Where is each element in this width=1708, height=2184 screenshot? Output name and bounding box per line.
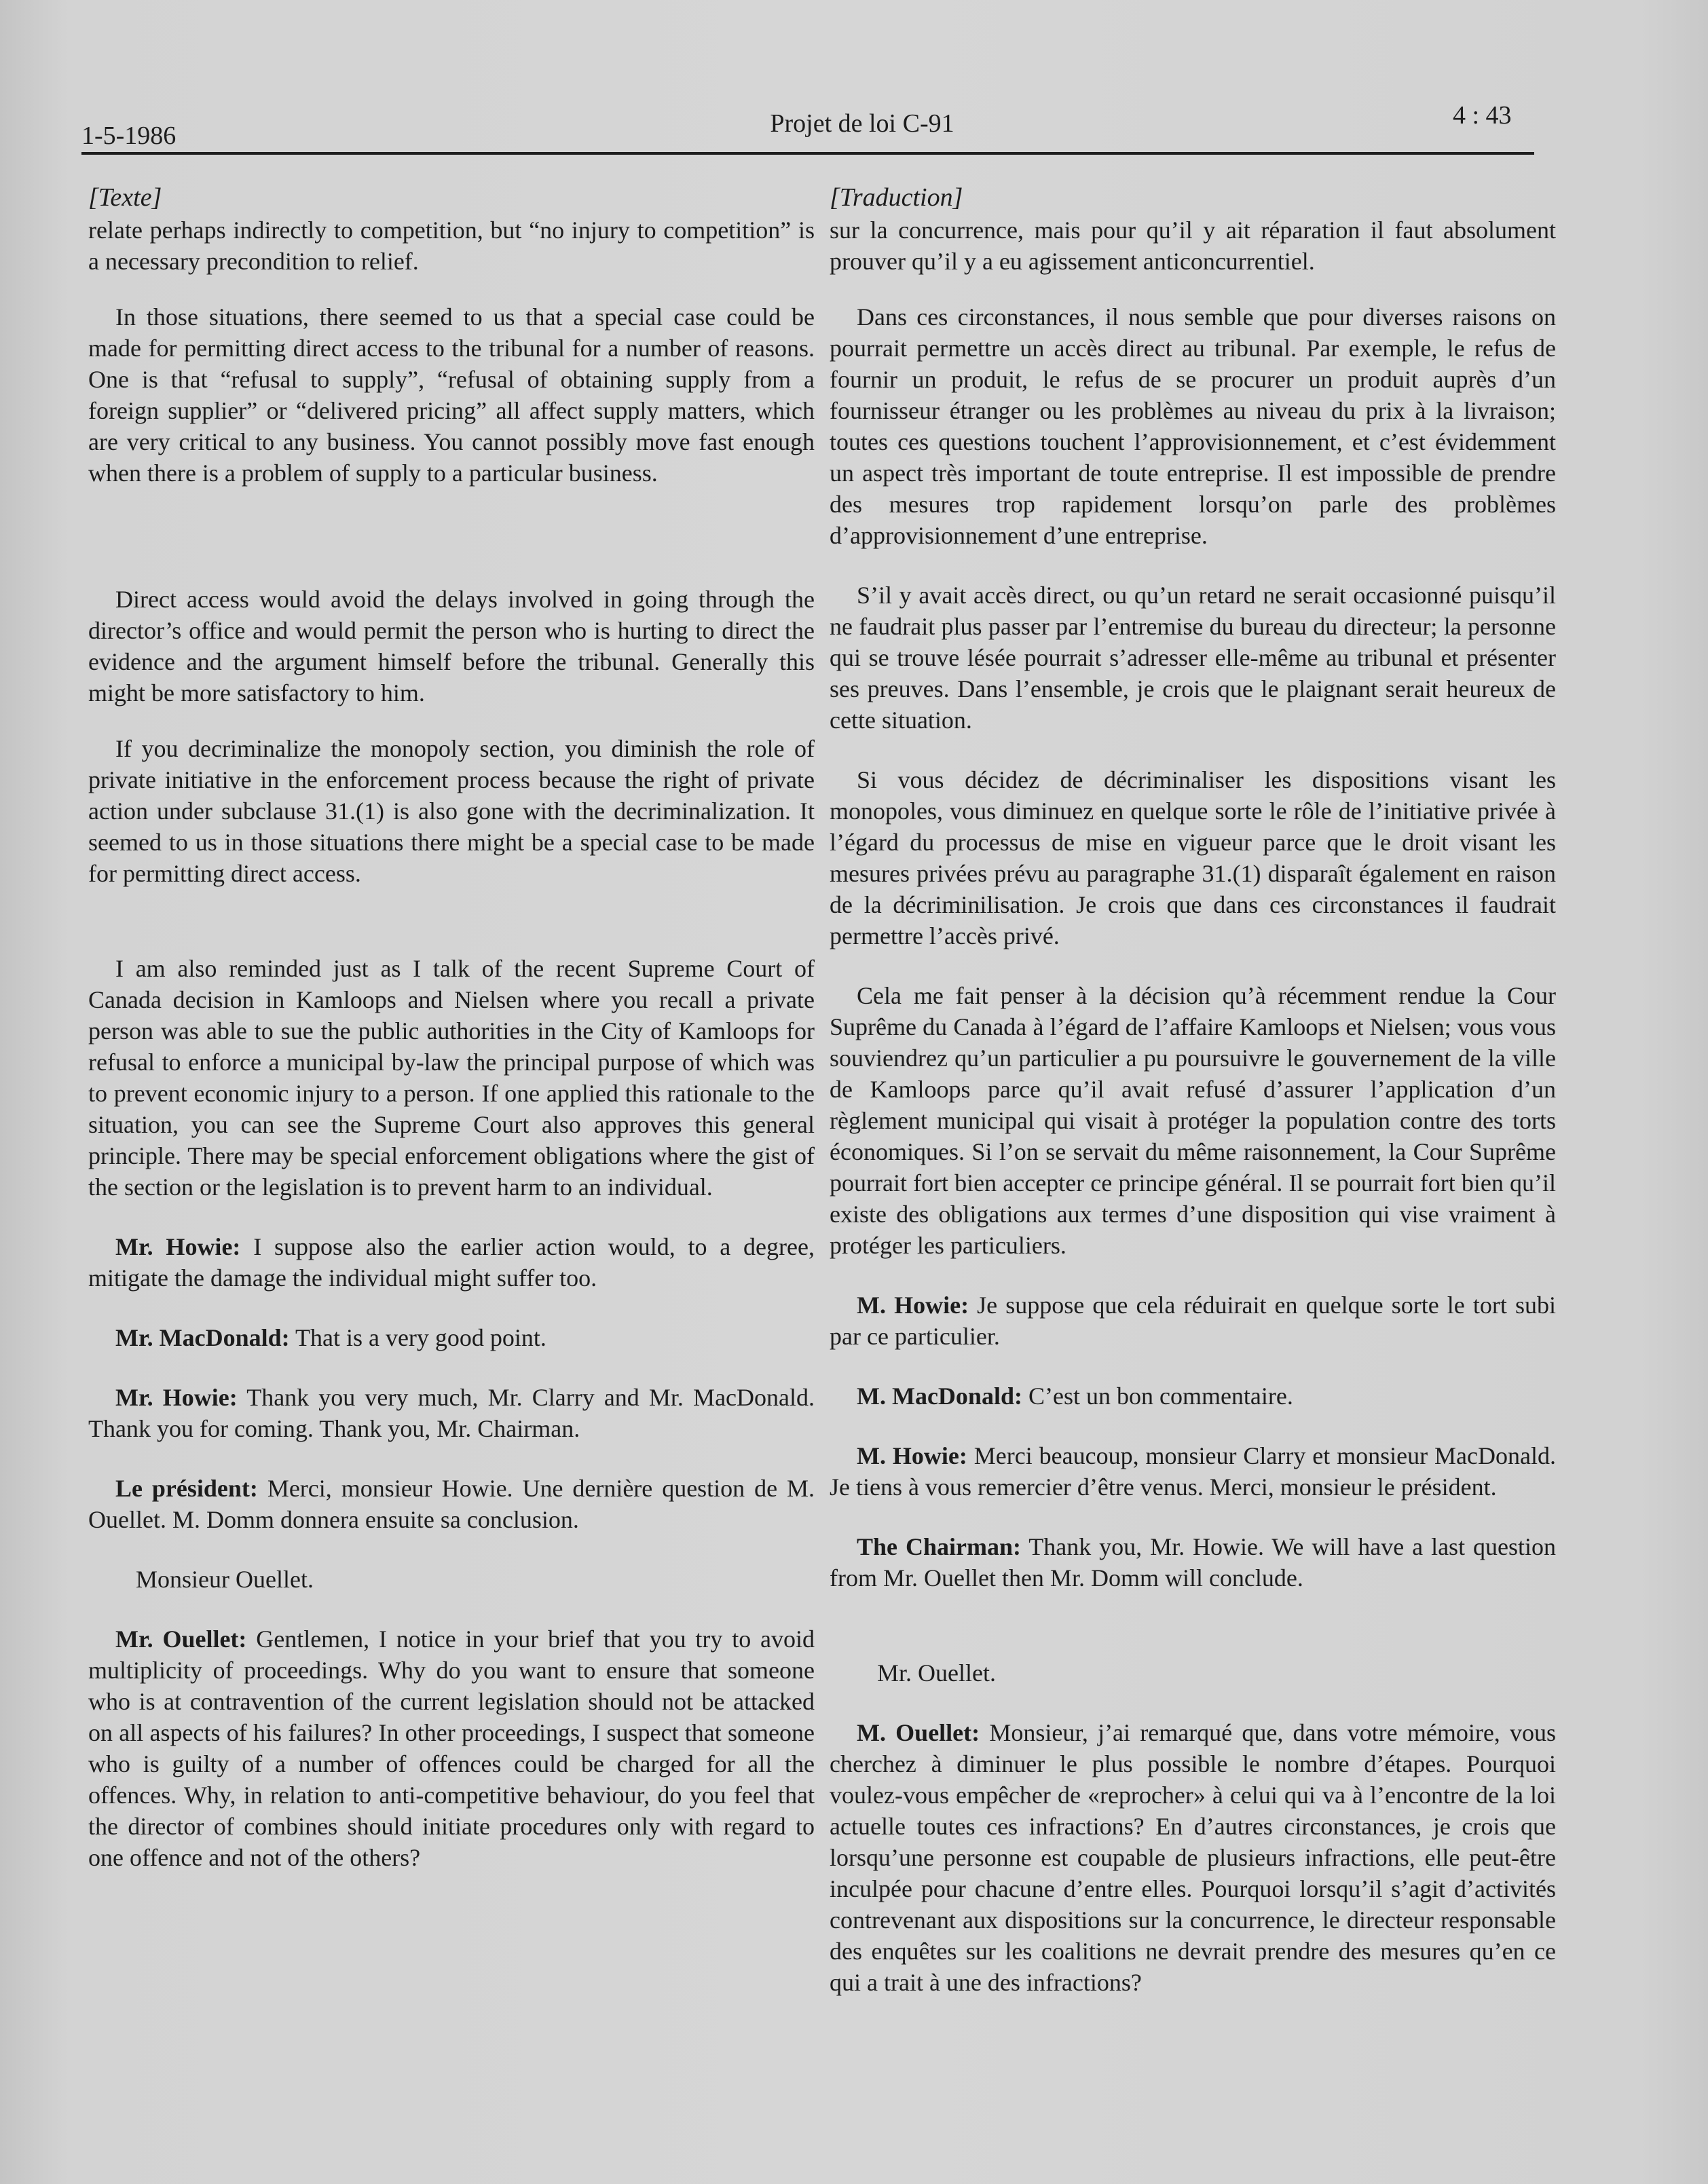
speaker-name: Mr. Ouellet:	[115, 1625, 247, 1653]
speaker-name: The Chairman:	[857, 1533, 1021, 1560]
header-rule	[81, 152, 1534, 155]
speaker-paragraph	[830, 1717, 1556, 1998]
speaker-name: Mr. Howie:	[115, 1384, 238, 1411]
paragraph: sur la concurrence, mais pour qu’il y ait réparation il faut absolument prouver qu’il y a eu agissement anticoncurrentiel.	[830, 216, 1556, 275]
speaker-paragraph	[830, 1380, 1556, 1412]
speech-text: Gentlemen, I notice in your brief that you try to avoid multiplicity of proceedings. Why do you want to ensure that someone who is at contravention of the current legislation should not be attacked on all aspects of his failures? In other proceedings, I suspect that someone who is guilty of a number of offences could be charged for all the offences. Why, in relation to anti-competitive behaviour, do you feel that the director of combines should initiate procedures only with regard to one offence and not of the others?	[88, 1625, 815, 1871]
speech-text: That is a very good point.	[289, 1324, 546, 1351]
paragraph: Direct access would avoid the delays involved in going through the director’s office and would permit the person who is hurting to direct the evidence and the argument himself before the tribunal. Generally this might be more satisfactory to him.	[88, 586, 815, 707]
paragraph: If you decriminalize the monopoly section, you diminish the role of private initiative in the enforcement process because the right of private action under subclause 31.(1) is also gone with the decriminalization. It seemed to us in those situations there might be a special case to be made for permitting direct access.	[88, 735, 815, 887]
speech-text: I suppose also the earlier action would, to a degree, mitigate the damage the individual might suffer too.	[88, 1233, 815, 1292]
paragraph: S’il y avait accès direct, ou qu’un retard ne serait occasionné puisqu’il ne faudrait plus passer par l’entremise du bureau du directeur; la personne qui se trouve lésée pourrait s’adresser elle-même au tribunal et présenter ses preuves. Dans l’ensemble, je crois que le plaignant serait heureux de cette situation.	[830, 582, 1556, 734]
speech-text: C’est un bon commentaire.	[1022, 1382, 1293, 1410]
paragraph: In those situations, there seemed to us that a special case could be made for permitting direct access to the tribunal for a number of reasons. One is that “refusal to supply”, “refusal of obtaining supply from a foreign supplier” or “delivered pricing” all affect supply matters, which are very critical to any business. You cannot possibly move fast enough when there is a problem of supply to a particular business.	[88, 303, 815, 487]
traduction-tag: [Traduction]	[830, 183, 963, 212]
speaker-paragraph	[830, 1289, 1556, 1352]
paragraph: Si vous décidez de décriminaliser les dispositions visant les monopoles, vous diminuez en quelque sorte le rôle de l’initiative privée à l’égard du processus de mise en vigueur parce que le droit visant les mesures privées prévu au paragraphe 31.(1) disparaît également en raison de la décriminilisation. Je crois que dans ces circonstances il faudrait permettre l’accès privé.	[830, 766, 1556, 949]
speaker-paragraph	[88, 1231, 815, 1294]
paragraph: relate perhaps indirectly to competition, but “no injury to competition” is a necessary precondition to relief.	[88, 216, 815, 275]
speech-text: Thank you, Mr. Howie. We will have a last question from Mr. Ouellet then Mr. Domm will conclude.	[830, 1533, 1556, 1592]
header-page-number: 4 : 43	[1453, 101, 1512, 130]
speaker-name: Le président:	[115, 1475, 258, 1502]
english-column	[88, 182, 815, 1873]
speaker-paragraph	[88, 1382, 815, 1444]
speaker-paragraph	[830, 1440, 1556, 1503]
paragraph: Monsieur Ouellet.	[136, 1566, 314, 1593]
speech-text: Merci, monsieur Howie. Une dernière question de M. Ouellet. M. Domm donnera ensuite sa conclusion.	[88, 1475, 815, 1533]
speech-text: Merci beaucoup, monsieur Clarry et monsieur MacDonald. Je tiens à vous remercier d’être venus. Merci, monsieur le président.	[830, 1442, 1556, 1501]
speaker-paragraph	[830, 1531, 1556, 1594]
speaker-name: M. MacDonald:	[857, 1382, 1022, 1410]
speaker-name: Mr. Howie:	[115, 1233, 241, 1260]
speaker-name: M. Howie:	[857, 1292, 969, 1319]
paragraph: Dans ces circonstances, il nous semble que pour diverses raisons on pourrait permettre un accès direct au tribunal. Par exemple, le refus de fournir un produit, le refus de se procurer un produit auprès d’un fournisseur étranger ou les problèmes au niveau du prix à la livraison; toutes ces questions touchent l’approvisionnement, et c’est évidemment un aspect très important de toute entreprise. Il est impossible de prendre des mesures trop rapidement lorsqu’on parle des problèmes d’approvisionnement d’une entreprise.	[830, 303, 1556, 549]
header-title: Projet de loi C-91	[770, 109, 954, 138]
speech-text: Monsieur, j’ai remarqué que, dans votre mémoire, vous cherchez à diminuer le plus possible le nombre d’étapes. Pourquoi voulez-vous empêcher de «reprocher» à celui qui va à l’encontre de la loi actuelle toutes ces infractions? En d’autres circonstances, je crois que lorsqu’une personne est coupable de plusieurs infractions, elle peut-être inculpée pour chacune d’entre elles. Pourquoi lorsqu’il s’agit d’activités contrevenant aux dispositions sur la concurrence, le directeur responsable des enquêtes sur les coalitions ne devrait prendre des mesures qu’en ce qui a trait à une des infractions?	[830, 1719, 1556, 1996]
french-column	[830, 182, 1556, 1998]
speaker-paragraph	[88, 1623, 815, 1873]
speaker-name: M. Ouellet:	[857, 1719, 980, 1746]
paragraph: I am also reminded just as I talk of the recent Supreme Court of Canada decision in Kamloops and Nielsen where you recall a private person was able to sue the public authorities in the City of Kamloops for refusal to enforce a municipal by-law the principal purpose of which was to prevent economic injury to a person. If one applied this rationale to the situation, you can see the Supreme Court also approves this general principle. There may be special enforcement obligations where the gist of the section or the legislation is to prevent harm to an individual.	[88, 955, 815, 1201]
speech-text: Je suppose que cela réduirait en quelque sorte le tort subi par ce particulier.	[830, 1292, 1556, 1350]
speech-text: Thank you very much, Mr. Clarry and Mr. MacDonald. Thank you for coming. Thank you, Mr. Chairman.	[88, 1384, 815, 1442]
texte-tag: [Texte]	[88, 183, 162, 212]
header-date: 1-5-1986	[81, 121, 177, 150]
speaker-paragraph	[88, 1473, 815, 1535]
speaker-name: M. Howie:	[857, 1442, 967, 1469]
speaker-name: Mr. MacDonald:	[115, 1324, 290, 1351]
paragraph: Mr. Ouellet.	[877, 1659, 996, 1687]
paragraph: Cela me fait penser à la décision qu’à récemment rendue la Cour Suprême du Canada à l’égard de l’affaire Kamloops et Nielsen; vous vous souviendrez qu’un particulier a pu poursuivre le gouvernement de la ville de Kamloops parce qu’il avait refusé d’assurer l’application d’un règlement municipal qui visait à protéger la population contre des torts économiques. Si l’on se servait du même raisonnement, la Cour Suprême pourrait fort bien accepter ce principe général. Il se pourrait fort bien qu’il existe des obligations aux termes d’une disposition qui vise vraiment à protéger les particuliers.	[830, 982, 1556, 1259]
speaker-paragraph	[88, 1322, 815, 1353]
